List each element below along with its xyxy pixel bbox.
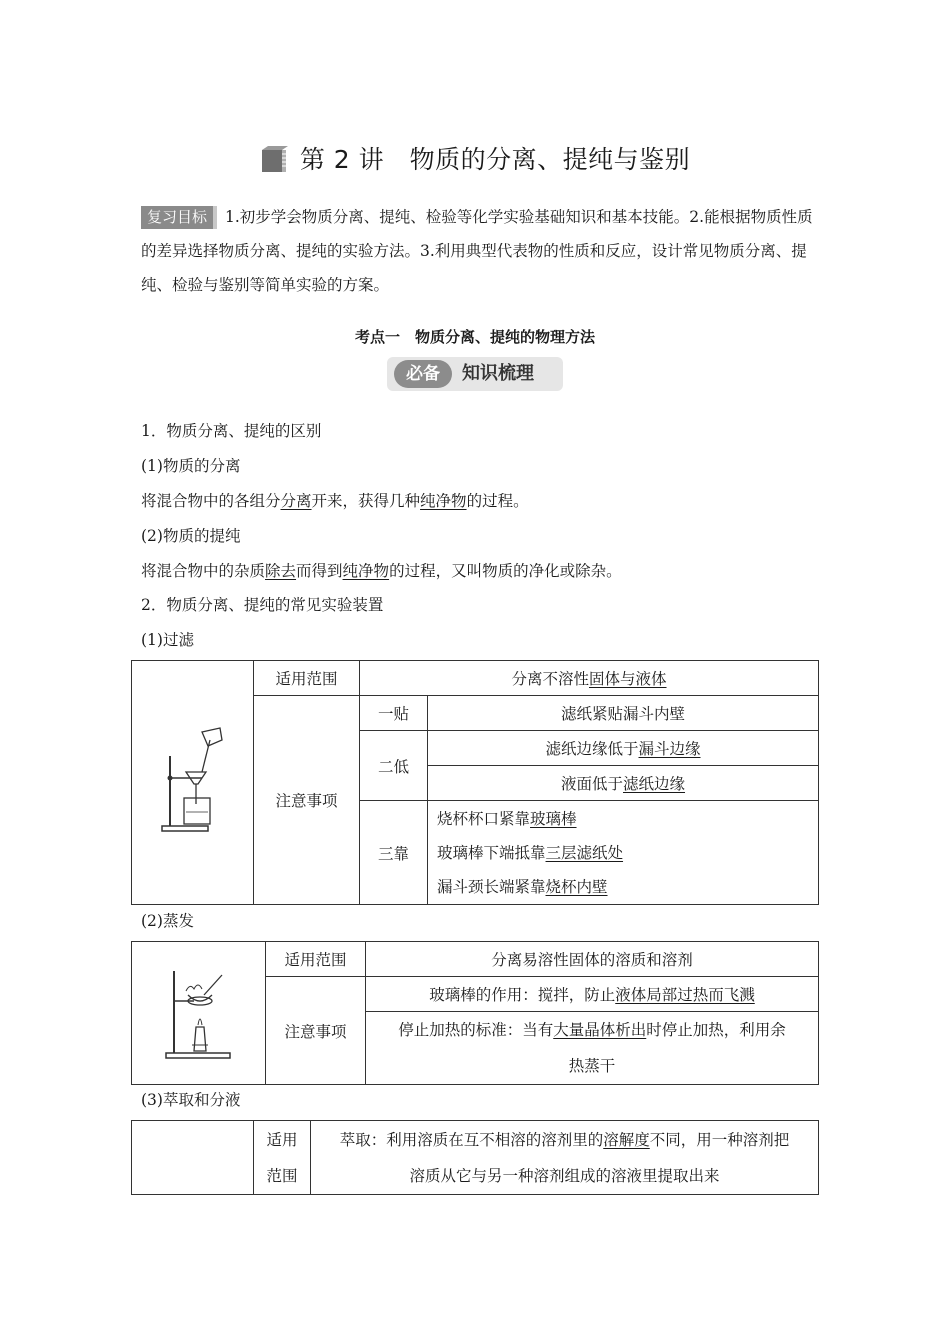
blank-answer: 纯净物: [342, 562, 390, 580]
rule-two-text-1: 滤纸边缘低于漏斗边缘: [428, 731, 819, 766]
filtration-apparatus-icon: [158, 726, 228, 836]
rule-two: 二低: [360, 731, 428, 801]
heading-1-2: (2)物质的提纯: [141, 527, 241, 545]
extraction-table: [131, 1120, 819, 1195]
blank-answer: 滤纸边缘: [623, 775, 686, 793]
evaporation-scope-label: 适用范围: [266, 942, 366, 977]
objectives-tag: 复习目标: [141, 206, 217, 229]
filtration-table: [131, 660, 819, 905]
objectives-text: 1.初步学会物质分离、提纯、检验等化学实验基础知识和基本技能。2.能根据物质性质的差异选择物质分离、提纯的实验方法。3.利用典型代表物的性质和反应，设计常见物质分离、提纯、检验与鉴别等简单实验的方案。: [141, 208, 813, 294]
rule-three-text: 烧杯杯口紧靠玻璃棒 玻璃棒下端抵靠三层滤纸处 漏斗颈长端紧靠烧杯内壁: [428, 801, 819, 905]
banner-text: 知识梳理: [462, 363, 534, 384]
objectives: [141, 200, 819, 302]
blank-answer: 溶解度: [603, 1130, 650, 1149]
blank-answer: 纯净物: [420, 492, 467, 510]
blank-answer: 除去: [265, 562, 297, 580]
rule-two-text-2: 液面低于滤纸边缘: [428, 766, 819, 801]
title-text: 第 2 讲 物质的分离、提纯与鉴别: [299, 145, 691, 174]
rule-one: 一贴: [360, 696, 428, 731]
section-heading: 考点一 物质分离、提纯的物理方法: [354, 328, 595, 346]
heading-1-1: (1)物质的分离: [141, 457, 241, 475]
extraction-scope-label: 适用 范围: [254, 1121, 311, 1195]
evaporation-apparatus-image: [132, 942, 266, 1085]
evaporation-notes-label: 注意事项: [266, 977, 366, 1085]
paragraph-purification: 将混合物中的杂质除去而得到纯净物的过程，又叫物质的净化或除杂。: [141, 562, 622, 580]
heading-2: 2．物质分离、提纯的常见实验装置: [141, 596, 384, 614]
filtration-notes-label: 注意事项: [254, 696, 360, 905]
blank-answer: 漏斗边缘: [638, 740, 701, 758]
blank-answer: 三层滤纸处: [545, 843, 624, 862]
filtration-apparatus-image: [132, 661, 254, 905]
paragraph-separation: 将混合物中的各组分分离开来，获得几种纯净物的过程。: [141, 492, 529, 510]
heading-1: 1．物质分离、提纯的区别: [141, 422, 322, 440]
evaporation-scope-value: 分离易溶性固体的溶质和溶剂: [366, 942, 819, 977]
blank-answer: 分离: [280, 492, 312, 510]
heading-2-1: (1)过滤: [141, 631, 194, 649]
page-title: [0, 140, 950, 180]
extraction-scope-value: 萃取：利用溶质在互不相溶的溶剂里的溶解度不同，用一种溶剂把 溶质从它与另一种溶剂组成的溶液里提取出来: [311, 1121, 819, 1195]
blank-answer: 玻璃棒: [530, 809, 577, 828]
banner-badge: 必备: [394, 360, 452, 388]
filtration-scope-label: 适用范围: [254, 661, 360, 696]
evaporation-table: [131, 941, 819, 1085]
blank-answer: 液体局部过热而飞溅: [615, 986, 755, 1004]
rule-one-text: 滤纸紧贴漏斗内壁: [428, 696, 819, 731]
evaporation-note-1: 玻璃棒的作用：搅拌，防止液体局部过热而飞溅: [366, 977, 819, 1012]
book-icon: [260, 146, 290, 180]
heading-2-2: (2)蒸发: [141, 912, 194, 930]
evaporation-note-2: 停止加热的标准：当有大量晶体析出时停止加热，利用余 热蒸干: [366, 1012, 819, 1085]
filtration-scope-value: 分离不溶性固体与液体: [360, 661, 819, 696]
rule-three: 三靠: [360, 801, 428, 905]
extraction-apparatus-image: [132, 1121, 254, 1195]
heading-2-3: (3)萃取和分液: [141, 1091, 241, 1109]
blank-answer: 烧杯内壁: [545, 877, 608, 896]
knowledge-banner: [387, 357, 563, 391]
blank-answer: 大量晶体析出: [553, 1021, 647, 1039]
evaporation-apparatus-icon: [164, 961, 234, 1061]
blank-answer: 固体与液体: [589, 670, 667, 688]
